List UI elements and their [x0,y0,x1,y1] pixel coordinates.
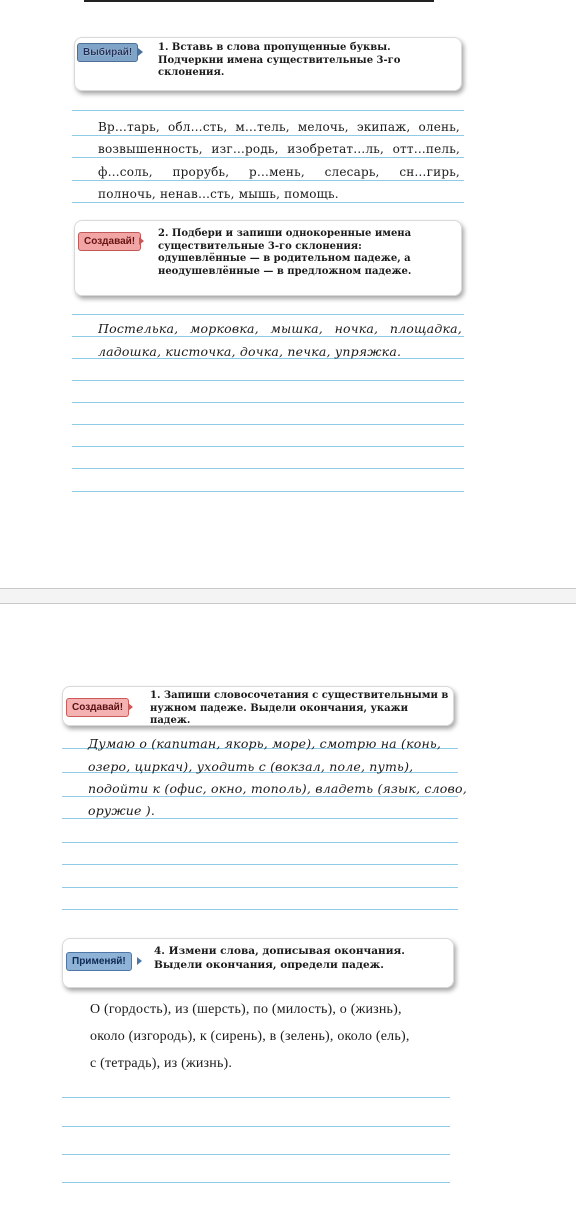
ruled-line [72,402,464,403]
ruled-line [72,336,464,337]
word: озеро, циркач), уходить с (вокзал, поле, путь), [88,759,414,774]
ruled-line [72,110,464,111]
ruled-line [72,157,464,158]
word: отт…пель, [392,142,460,156]
word: обл…сть, [167,120,228,134]
top-border-line [84,0,434,2]
create-badge: Создавай! [78,232,141,251]
ruled-line [72,135,464,136]
page-divider [0,588,576,589]
exercise-line [98,120,460,134]
word: Вр…тарь, [98,120,160,134]
word: ладошка, кисточка, дочка, печка, упряжка. [98,344,402,359]
exercise-line [98,187,339,201]
choose-badge: Выбирай! [77,43,138,62]
ruled-line [72,424,464,425]
ruled-line [62,842,458,843]
ruled-line [72,491,464,492]
ruled-line [62,1097,450,1098]
task-2-instruction: 2. Подбери и запиши однокоренные имена существительные 3-го склонения: одушевлённые — в родительном падеже, а неодушевлённые — в предложном падеже. [158,228,412,277]
word: экипаж, [356,120,411,134]
exercise-line [98,344,401,359]
ruled-line [72,468,464,469]
word: Постелька, [98,321,179,336]
word: площадка, [389,321,462,336]
ruled-line [62,1154,450,1155]
exercise-line [98,142,460,156]
word: подойти к (офис, окно, тополь), владеть (язык, слово, [88,781,467,796]
badge-arrow-icon [139,237,144,245]
word: прорубь, [172,165,230,179]
task-3-instruction: 1. Запиши словосочетания с существительными в нужном падеже. Выдели окончания, укажи падеж. [150,690,449,726]
badge-arrow-icon [137,957,142,965]
exercise-line [88,736,456,751]
ruled-line [62,1126,450,1127]
exercise-line [88,803,155,818]
ruled-line [62,1182,450,1183]
word: мышка, [270,321,323,336]
apply-badge: Применяй! [66,952,132,971]
page-divider [0,603,576,604]
ruled-line [72,446,464,447]
word: р…мень, [249,165,305,179]
task-1-instruction: 1. Вставь в слова пропущенные буквы. Подчеркни имена существительные 3-го склонения. [158,42,401,78]
word: мелочь, [297,120,349,134]
word: около (изгородь), к (сирень), в (зелень), около (ель), [90,1029,410,1044]
word: м…тель, [235,120,290,134]
word: возвышенность, [98,142,203,156]
badge-arrow-icon [138,48,143,56]
ruled-line [72,314,464,315]
page-gap [0,589,576,603]
ruled-line [62,887,458,888]
word: оружие ). [88,803,156,818]
exercise-line [98,321,462,336]
ruled-line [62,864,458,865]
word: олень, [418,120,460,134]
word: Думаю о (капитан, якорь, море), смотрю на (конь, [88,736,442,751]
word: полночь, ненав…сть, мышь, помощь. [98,187,339,201]
exercise-line [90,1029,410,1045]
word: ночка, [334,321,379,336]
ruled-line [62,796,458,797]
badge-arrow-icon [128,703,133,711]
word: морковка, [189,321,259,336]
word: ф…соль, [98,165,153,179]
ruled-line [72,180,464,181]
word: О (гордость), из (шерсть), по (милость), о (жизнь), [90,1002,402,1017]
word: изг…родь, [211,142,279,156]
ruled-line [62,909,458,910]
word: изобретат…ль, [287,142,385,156]
exercise-line [90,1056,232,1072]
exercise-line [90,1002,402,1018]
ruled-line [62,818,458,819]
task-4-instruction: 4. Измени слова, дописывая окончания. Выдели окончания, определи падеж. [154,945,405,971]
exercise-line [88,759,456,774]
word: сн…гирь, [399,165,460,179]
word: с (тетрадь), из (жизнь). [90,1056,233,1071]
exercise-line [88,781,467,796]
create-badge: Создавай! [66,698,129,717]
word: слесарь, [324,165,380,179]
exercise-line [98,165,460,179]
ruled-line [72,380,464,381]
ruled-line [72,202,464,203]
